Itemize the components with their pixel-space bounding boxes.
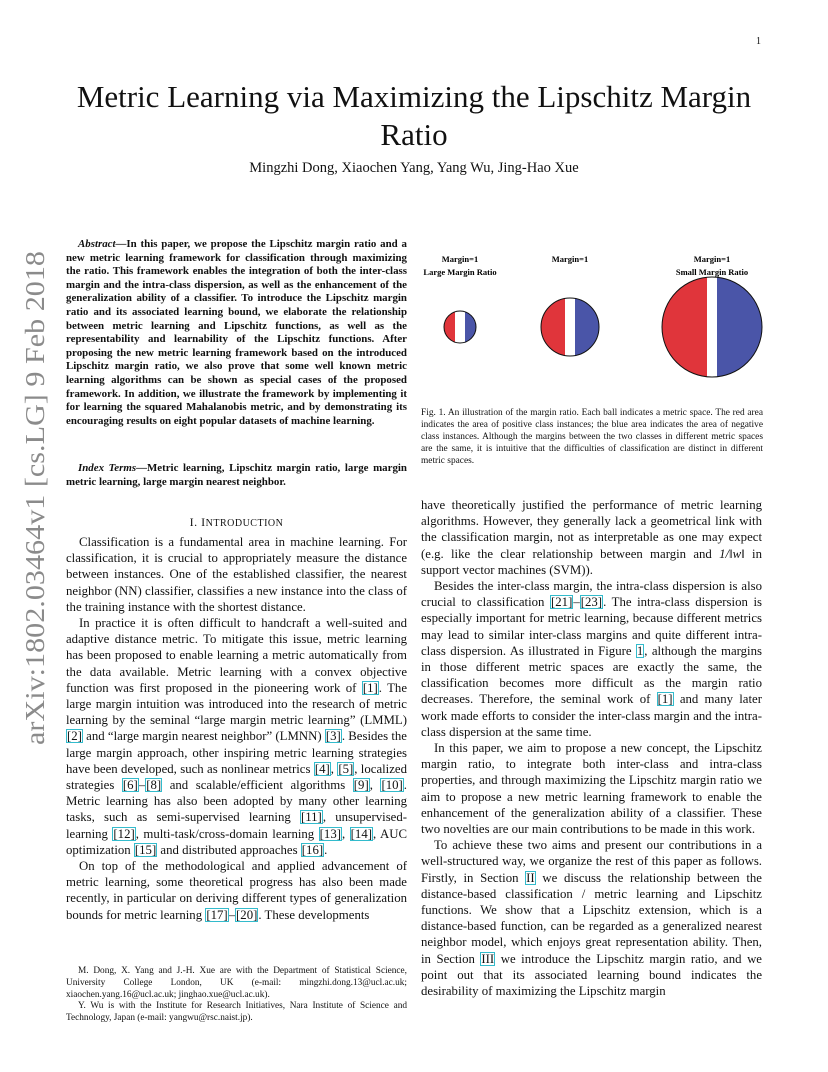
- introduction-text: [66, 534, 407, 923]
- ball-3-metric-space: [662, 277, 762, 377]
- ball-1-margin-label: Margin=1: [441, 254, 479, 264]
- index-terms: [66, 462, 407, 489]
- abstract-label: Abstract: [78, 238, 116, 250]
- ball-1-note: Large Margin Ratio: [423, 267, 497, 277]
- svm-margin-formula: 1/‖w‖: [719, 546, 745, 561]
- citation-link[interactable]: [9]: [353, 778, 369, 793]
- author-footnotes: [66, 966, 407, 1025]
- page-number: 1: [756, 36, 761, 47]
- right-column-text: [421, 497, 762, 999]
- arxiv-stamp-text: arXiv:1802.03464v1 [cs.LG] 9 Feb 2018: [20, 302, 50, 745]
- section-link[interactable]: III: [481, 951, 495, 966]
- citation-link[interactable]: [8]: [146, 778, 162, 793]
- citation-link[interactable]: [6]: [122, 778, 138, 793]
- abstract: [66, 238, 407, 428]
- right-paragraph-3: In this paper, we aim to propose a new concept, the Lipschitz margin ratio, to integrate both inter-class and intra-class properties, and through maximizing the Lipschitz margin ratio we aim to propose a new metric learning framework to enable the enhancement of the generalization ability of a classifier. These two novelties are our main contributions to be made in this work.: [421, 741, 762, 837]
- arxiv-stamp: [4, 248, 56, 748]
- citation-link[interactable]: [11]: [300, 810, 322, 825]
- section-heading-introduction: [66, 514, 407, 532]
- citation-link[interactable]: [2]: [67, 729, 82, 744]
- citation-link[interactable]: [12]: [113, 826, 135, 841]
- citation-link[interactable]: [10]: [381, 778, 403, 793]
- footnote-affiliation-1: M. Dong, X. Yang and J.-H. Xue are with the Department of Statistical Science, University College London, UK (e-mail: mingzhi.dong.13@ucl.ac.uk; xiaochen.yang.16@ucl.ac.uk; jinghao.xue@ucl.ac.uk).: [66, 966, 407, 1000]
- citation-link[interactable]: [3]: [325, 729, 341, 744]
- citation-link[interactable]: [23]: [580, 595, 603, 610]
- section-title-rest: NTRODUCTION: [205, 518, 284, 529]
- intro-paragraph-3: On top of the methodological and applied advancement of metric learning, some theoretical progress has also been made recently, in particular on deriving different types of generalization bounds for metric learning [17]–[20]. These developments: [66, 859, 407, 922]
- section-number: I.: [189, 515, 198, 529]
- citation-link[interactable]: [1]: [362, 680, 378, 695]
- citation-link[interactable]: [1]: [657, 692, 673, 707]
- ball-3-margin-label: Margin=1: [693, 254, 731, 264]
- citation-link[interactable]: [20]: [236, 907, 258, 922]
- citation-link[interactable]: [5]: [338, 761, 354, 776]
- citation-link[interactable]: [17]: [206, 907, 228, 922]
- intro-paragraph-1: Classification is a fundamental area in machine learning. For classification, it is crucial to appropriately measure the distance between instances. One of the established classifier, the nearest neighbor (NN) classifier, classifies a new instance into the class of the training instance with the shortest distance.: [66, 535, 407, 614]
- paper-title: Metric Learning via Maximizing the Lipschitz Margin Ratio: [76, 79, 752, 152]
- citation-link[interactable]: [15]: [134, 842, 157, 857]
- citation-link[interactable]: [14]: [350, 826, 372, 841]
- figure-link[interactable]: 1: [636, 643, 644, 658]
- index-terms-label: Index Terms: [78, 462, 137, 474]
- right-paragraph-4: To achieve these two aims and present our contributions in a well-structured way, we organize the rest of this paper as follows. Firstly, in Section II we discuss the relationship between the distance-based classification / metric learning and Lipschitz functions. We show that a Lipschitz extension, which is a distance-based function, can be regarded as a generalized nearest neighbor model, which enjoys great representation ability. Then, in Section III we introduce the Lipschitz margin ratio, and we point out that its associated learning bound indicates the desirability of maximizing the Lipschitz margin: [421, 838, 762, 999]
- citation-link[interactable]: [13]: [319, 826, 341, 841]
- abstract-text: —In this paper, we propose the Lipschitz margin ratio and a new metric learning framework for classification through maximizing the ratio. This framework enables the integration of both the inter-class margin and the intra-class dispersion, as well as the enhancement of the generalization ability of a classifier. To introduce the Lipschitz margin ratio and its associated learning bound, we elaborate the relationship between metric learning and Lipschitz functions, as well as the representability and learnability of the Lipschitz functions. After proposing the new metric learning framework based on the introduced Lipschitz margin ratio, we also prove that some well known metric learning algorithms can be shown as special cases of the proposed framework. In addition, we illustrate the framework by implementing it for learning the squared Mahalanobis metric, and by demonstrating its encouraging results on eight popular datasets of machine learning.: [66, 238, 407, 427]
- citation-link[interactable]: [21]: [551, 595, 573, 610]
- figure-1-margin-ratio: [420, 252, 764, 402]
- intro-paragraph-2: In practice it is often difficult to handcraft a well-suited and adaptive distance metric. To mitigate this issue, metric learning has been proposed to enable learning a metric automatically from the data available. Metric learning with a convex objective function was first proposed in the pioneering work of [1]. The large margin intuition was introduced into the research of metric learning by the seminal “large margin metric learning” (LMML) [2] and “large margin nearest neighbor” (LMNN) [3]. Besides the large margin approach, other inspiring metric learning strategies have been developed, such as nonlinear metrics [4], [5], localized strategies [6]–[8] and scalable/efficient algorithms [9], [10]. Metric learning has also been adopted by many other learning tasks, such as semi-supervised learning [11], unsupervised-learning [12], multi-task/cross-domain learning [13], [14], AUC optimization [15] and distributed approaches [16].: [66, 616, 408, 857]
- footnote-affiliation-2: Y. Wu is with the Institute for Research Initiatives, Nara Institute of Science and Technology, Japan (e-mail: yangwu@rsc.naist.jp).: [66, 1001, 407, 1024]
- section-title-first-letter: I: [201, 515, 206, 529]
- citation-link[interactable]: [4]: [314, 761, 330, 776]
- right-paragraph-1: have theoretically justified the performance of metric learning algorithms. However, they generally lack a geometrical link with the classification margin, not as interpretable as one may expect (e.g. like the clear relationship between margin and 1/‖w‖ in support vector machines (SVM)).: [421, 498, 763, 577]
- citation-link[interactable]: [16]: [301, 842, 324, 857]
- paper-authors: Mingzhi Dong, Xiaochen Yang, Yang Wu, Jing-Hao Xue: [249, 160, 579, 176]
- figure-1-caption: Fig. 1. An illustration of the margin ratio. Each ball indicates a metric space. The red area indicates the area of positive class instances; the blue area indicates the area of negative class instances. Although the margins between the two classes in different metric spaces are the same, it is intuitive that the difficulties of classification are distinct in different metric spaces.: [421, 408, 763, 466]
- index-terms-text: —Metric learning, Lipschitz margin ratio, large margin metric learning, large margin nearest neighbor.: [66, 462, 407, 488]
- ball-2-margin-label: Margin=1: [551, 254, 589, 264]
- ball-3-note: Small Margin Ratio: [675, 267, 749, 277]
- section-link[interactable]: II: [526, 870, 535, 885]
- right-paragraph-2: Besides the inter-class margin, the intra-class dispersion is also crucial to classification [21]–[23]. The intra-class dispersion is especially important for metric learning, because different metrics may lead to similar inter-class margins and quite different intra-class dispersion. As illustrated in Figure 1, although the margins in those different metric spaces are exactly the same, the classification becomes more difficult as the margin ratio decreases. Therefore, the seminal work of [1] and many later work made efforts to consider the inter-class margin and the intra-class dispersion at the same time.: [421, 579, 762, 739]
